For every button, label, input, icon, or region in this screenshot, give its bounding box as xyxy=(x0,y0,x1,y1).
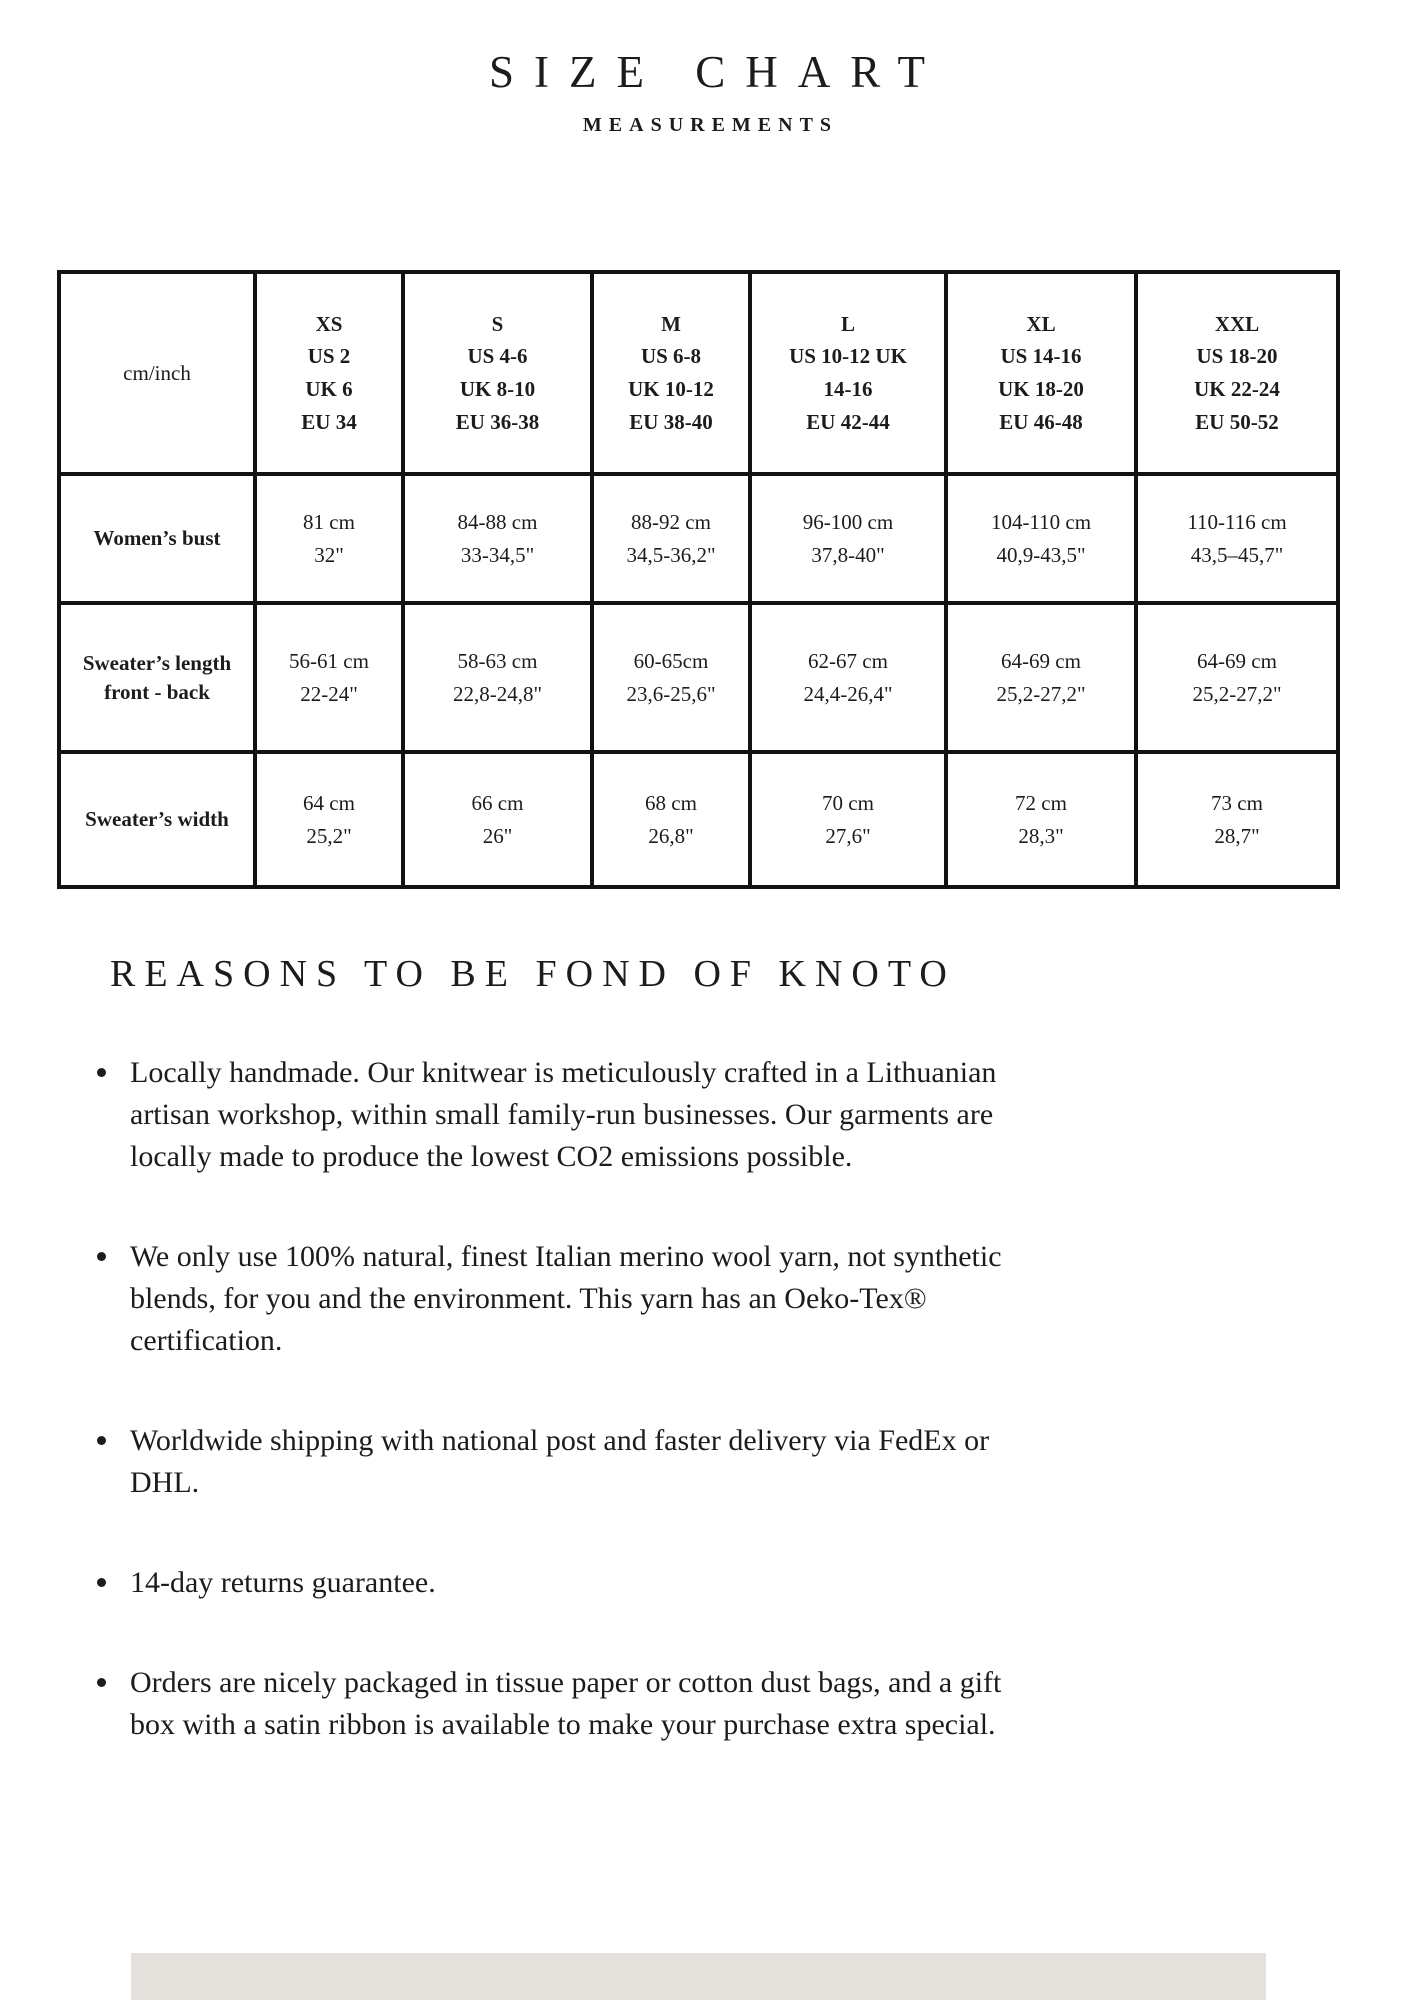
measurement-cell xyxy=(1138,754,1336,885)
value-inch: 32" xyxy=(314,542,344,567)
value-cm: 58-63 cm xyxy=(457,648,538,673)
row-label-sweater-width: Sweater’s width xyxy=(61,754,257,885)
value-cm: 104-110 cm xyxy=(990,509,1092,534)
bullet-icon xyxy=(97,1068,106,1077)
reason-item-worldwide-shipping xyxy=(94,1420,1044,1504)
size-us: US 10-12 UK xyxy=(789,344,907,369)
value-cm: 88-92 cm xyxy=(631,509,711,534)
value-cm: 56-61 cm xyxy=(289,648,369,673)
value-inch: 26,8" xyxy=(648,823,694,848)
value-inch: 26" xyxy=(482,823,513,848)
value-inch: 25,2" xyxy=(306,823,352,848)
measurement-cell xyxy=(257,605,405,754)
size-eu: EU 36-38 xyxy=(455,409,540,434)
value-inch: 34,5-36,2" xyxy=(626,542,716,567)
measurement-cell xyxy=(948,754,1138,885)
bullet-icon xyxy=(97,1436,106,1445)
value-inch: 27,6" xyxy=(825,823,871,848)
size-column-header-m xyxy=(594,274,752,476)
value-inch: 28,7" xyxy=(1214,823,1260,848)
measurement-cell xyxy=(405,605,594,754)
size-us: US 14-16 xyxy=(1000,344,1082,369)
size-us: US 6-8 xyxy=(640,344,702,369)
title-block xyxy=(0,46,1414,137)
reasons-list xyxy=(94,1052,1044,1804)
size-eu: EU 46-48 xyxy=(999,409,1083,434)
value-cm: 72 cm xyxy=(1015,790,1067,815)
size-name: XXL xyxy=(1214,311,1260,336)
measurement-cell xyxy=(594,754,752,885)
measurement-cell xyxy=(752,605,948,754)
size-eu: EU 50-52 xyxy=(1195,409,1279,434)
reason-text: We only use 100% natural, finest Italian merino wool yarn, not synthetic blends, for you and the environment. This yarn has an Oeko-Tex® certification. xyxy=(130,1240,1002,1357)
size-name: M xyxy=(661,311,681,336)
value-cm: 81 cm xyxy=(303,509,355,534)
reason-text: Locally handmade. Our knitwear is meticulously crafted in a Lithuanian artisan workshop, within small family-run businesses. Our garments are locally made to produce the lowest CO2 emissions possible. xyxy=(130,1056,997,1173)
size-column-header-l xyxy=(752,274,948,476)
value-inch: 28,3" xyxy=(1018,823,1064,848)
page-subtitle: MEASUREMENTS xyxy=(582,114,839,136)
value-cm: 84-88 cm xyxy=(457,509,538,534)
size-uk: UK 18-20 xyxy=(998,377,1084,401)
reason-item-natural-yarn xyxy=(94,1236,1044,1362)
value-cm: 70 cm xyxy=(822,790,874,815)
measurement-cell xyxy=(594,605,752,754)
bullet-icon xyxy=(97,1678,106,1687)
size-column-header-s xyxy=(405,274,594,476)
measurement-cell xyxy=(752,476,948,605)
reason-item-locally-handmade xyxy=(94,1052,1044,1178)
size-chart-table xyxy=(57,270,1340,889)
value-cm: 110-116 cm xyxy=(1187,509,1287,534)
value-inch: 22,8-24,8" xyxy=(452,681,543,706)
value-inch: 40,9-43,5" xyxy=(996,542,1086,567)
reasons-section-heading: REASONS TO BE FOND OF KNOTO xyxy=(110,953,956,995)
row-label-sweater-length: Sweater’s length front - back xyxy=(61,605,257,754)
value-cm: 64 cm xyxy=(303,790,355,815)
value-cm: 64-69 cm xyxy=(1001,648,1081,673)
size-uk: 14-16 xyxy=(823,377,873,401)
size-name: L xyxy=(840,311,855,336)
measurement-cell xyxy=(752,754,948,885)
measurement-cell xyxy=(405,476,594,605)
size-column-header-xs xyxy=(257,274,405,476)
reason-text: Orders are nicely packaged in tissue paper or cotton dust bags, and a gift box with a satin ribbon is available to make your purchase extra special. xyxy=(130,1666,1002,1741)
size-column-header-xxl xyxy=(1138,274,1336,476)
measurement-cell xyxy=(405,754,594,885)
measurement-cell xyxy=(257,754,405,885)
size-name: XL xyxy=(1026,311,1056,336)
reason-item-packaging xyxy=(94,1662,1044,1746)
size-us: US 18-20 xyxy=(1196,344,1278,369)
measurement-cell xyxy=(594,476,752,605)
value-inch: 43,5–45,7" xyxy=(1190,542,1284,567)
reason-text: Worldwide shipping with national post and faster delivery via FedEx or DHL. xyxy=(130,1424,990,1499)
value-cm: 96-100 cm xyxy=(802,509,894,534)
value-cm: 64-69 cm xyxy=(1197,648,1277,673)
measurement-cell xyxy=(948,476,1138,605)
reason-item-returns-guarantee xyxy=(94,1562,1044,1604)
value-inch: 33-34,5" xyxy=(460,542,535,567)
size-name: XS xyxy=(315,311,343,336)
value-cm: 60-65cm xyxy=(633,648,709,673)
size-uk: UK 8-10 xyxy=(459,377,536,401)
size-us: US 2 xyxy=(307,344,351,369)
size-uk: UK 6 xyxy=(305,377,353,401)
size-name: S xyxy=(491,311,504,336)
size-eu: EU 42-44 xyxy=(806,409,890,434)
reason-text: 14-day returns guarantee. xyxy=(130,1566,436,1599)
measurement-cell xyxy=(1138,476,1336,605)
value-cm: 62-67 cm xyxy=(808,648,888,673)
value-inch: 37,8-40" xyxy=(811,542,885,567)
size-uk: UK 22-24 xyxy=(1194,377,1280,401)
bullet-icon xyxy=(97,1252,106,1261)
value-cm: 73 cm xyxy=(1211,790,1263,815)
measurement-cell xyxy=(948,605,1138,754)
page-title: SIZE CHART xyxy=(488,47,946,97)
size-eu: EU 34 xyxy=(301,409,357,434)
size-uk: UK 10-12 xyxy=(628,377,714,401)
value-inch: 25,2-27,2" xyxy=(996,681,1086,706)
value-cm: 66 cm xyxy=(471,790,524,815)
value-inch: 24,4-26,4" xyxy=(803,681,893,706)
footer-strip xyxy=(131,1953,1266,2000)
row-label-womens-bust: Women’s bust xyxy=(61,476,257,605)
measurement-cell xyxy=(1138,605,1336,754)
value-inch: 22-24" xyxy=(300,681,358,706)
value-inch: 25,2-27,2" xyxy=(1192,681,1282,706)
bullet-icon xyxy=(97,1578,106,1587)
size-column-header-xl xyxy=(948,274,1138,476)
value-inch: 23,6-25,6" xyxy=(626,681,716,706)
size-us: US 4-6 xyxy=(467,344,528,369)
value-cm: 68 cm xyxy=(645,790,697,815)
table-corner-unit-label: cm/inch xyxy=(61,274,257,476)
size-eu: EU 38-40 xyxy=(629,409,713,434)
measurement-cell xyxy=(257,476,405,605)
